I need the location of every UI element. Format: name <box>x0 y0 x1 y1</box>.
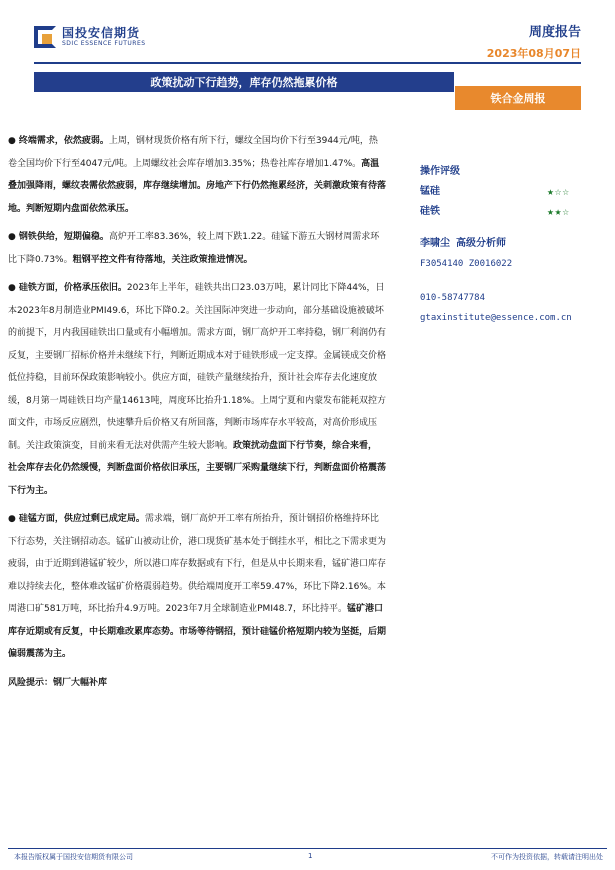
star-rating-icon: ★★☆ <box>547 205 570 218</box>
paragraph-text: 2023年上半年，硅铁共出口23.03万吨，累计同比下降44%，日本2023年8月制造业PMI49.6，环比下降0.2。关注国际冲突进一步动向，部分基础设施被破坏的前提下，月内我国硅铁出口量或有小幅增加。需求方面，钢厂高炉开工率持稳，钢厂利润仍有反复，主要钢厂招标价格并未继续下行，判断近期成本对于硅铁形成一定支撑。金属镁成交价格低位持稳，目前环保政策影响较小。供应方面，硅铁产量继续抬升，预计社会库存去化速度放缓，8月第一周硅铁日均产量14613吨，周度环比抬升1.18%。上周宁夏和内蒙发布能耗双控方面文件，市场反应剧烈，快速攀升后价格又有所回落，判断市场库存水平较高，对高价形成压制。关注政策演变，目前来看无法对供需产生较大影响。 <box>8 283 387 451</box>
risk-label: 风险提示： <box>8 677 54 688</box>
analyst-name: 李啸尘 高级分析师 <box>420 238 507 249</box>
paragraph-text: 上周，钢材现货价格有所下行，螺纹全国均价下行至3944元/吨，热卷全国均价下行至4047元/吨。上周螺纹社会库存增加3.35%；热卷社库存增加1.47%。 <box>8 136 378 169</box>
paragraph-lead: 硅铁方面，价格承压依旧。 <box>18 283 127 293</box>
paragraph-silicomanganese <box>8 508 386 666</box>
paragraph-demand <box>8 130 386 220</box>
main-content <box>8 130 386 700</box>
contact-phone: 010-58747784 <box>420 293 486 303</box>
copyright-notice: 本报告版权属于国投安信期货有限公司 <box>14 853 133 861</box>
risk-warning <box>8 672 386 695</box>
rating-name: 锰硅 <box>420 186 440 197</box>
paragraph-lead: 终端需求，依然疲弱。 <box>18 136 109 146</box>
footer-divider <box>8 848 607 849</box>
report-header <box>487 24 581 62</box>
paragraph-bold: 高温叠加强降雨，螺纹表需依然疲弱，库存继续增加。房地产下行仍然拖累经济，关刺激政策有待落地。判断短期内盘面依然承压。 <box>8 158 387 214</box>
paragraph-lead: 钢铁供给，短期偏稳。 <box>18 232 109 242</box>
report-title: 政策扰动下行趋势，库存仍然拖累价格 <box>150 76 338 89</box>
disclaimer-notice: 不可作为投资依据，转载请注明出处 <box>491 853 603 861</box>
paragraph-text: 需求端，钢厂高炉开工率有所抬升，预计钢招价格维持环比下行态势，关注钢招动态。锰矿山被动让价，港口现货矿基本处于倒挂水平，相比之下需求更为疲弱，由于近期到港锰矿较少，所以港口库存数据或有下行，但是从中长期来看，锰矿港口库存难以持续去化，整体难改锰矿价格震弱趋势。供给端周度开工率59.47%，环比下降2.16%。本周港口矿581万吨，环比抬升4.9万吨。2023年7月全球制造业PMI48.7，环比持平。 <box>8 514 387 614</box>
paragraph-supply <box>8 226 386 271</box>
title-banner <box>34 72 454 92</box>
risk-text: 钢厂大幅补库 <box>53 677 108 688</box>
bullet-icon: ● <box>8 136 16 146</box>
logo-icon <box>34 26 58 48</box>
category-label: 铁合金周报 <box>490 92 546 105</box>
company-logo <box>34 26 146 48</box>
rating-row <box>420 202 570 222</box>
rating-name: 硅铁 <box>420 206 440 217</box>
page-number: 1 <box>308 852 313 860</box>
report-type: 周度报告 <box>528 25 581 40</box>
paragraph-bold: 锰矿港口库存近期或有反复，中长期难改累库态势。市场等待钢招，预计硅锰价格短期内较为坚挺，后期偏弱震荡为主。 <box>8 604 387 659</box>
report-date: 2023年08月07日 <box>486 47 581 60</box>
rating-title: 操作评级 <box>420 166 460 177</box>
rating-row <box>420 182 570 202</box>
contact-email[interactable]: gtaxinstitute@essence.com.cn <box>420 313 572 323</box>
bullet-icon: ● <box>8 514 16 524</box>
analyst-license: F3054140 Z0016022 <box>420 259 513 269</box>
paragraph-bold: 政策扰动盘面下行节奏，综合来看，社会库存去化仍然缓慢，判断盘面价格依旧承压，主要钢厂采购量继续下行，判断盘面价格震荡下行为主。 <box>8 440 387 496</box>
paragraph-bold: 粗钢平控文件有待落地，关注政策推进情况。 <box>72 254 253 265</box>
logo-name-en: SDIC ESSENCE FUTURES <box>62 40 146 47</box>
header-divider <box>34 62 581 64</box>
logo-name-cn: 国投安信期货 <box>62 26 141 40</box>
paragraph-text: 高炉开工率83.36%，较上周下跌1.22。硅锰下游五大钢材周需求环比下降0.73%。 <box>8 232 380 265</box>
paragraph-ferrosilicon <box>8 277 386 502</box>
paragraph-lead: 硅锰方面，供应过剩已成定局。 <box>18 514 145 524</box>
sidebar <box>420 162 605 328</box>
bullet-icon: ● <box>8 232 16 242</box>
bullet-icon: ● <box>8 283 16 293</box>
category-tag <box>455 86 581 110</box>
star-rating-icon: ★☆☆ <box>547 185 570 198</box>
